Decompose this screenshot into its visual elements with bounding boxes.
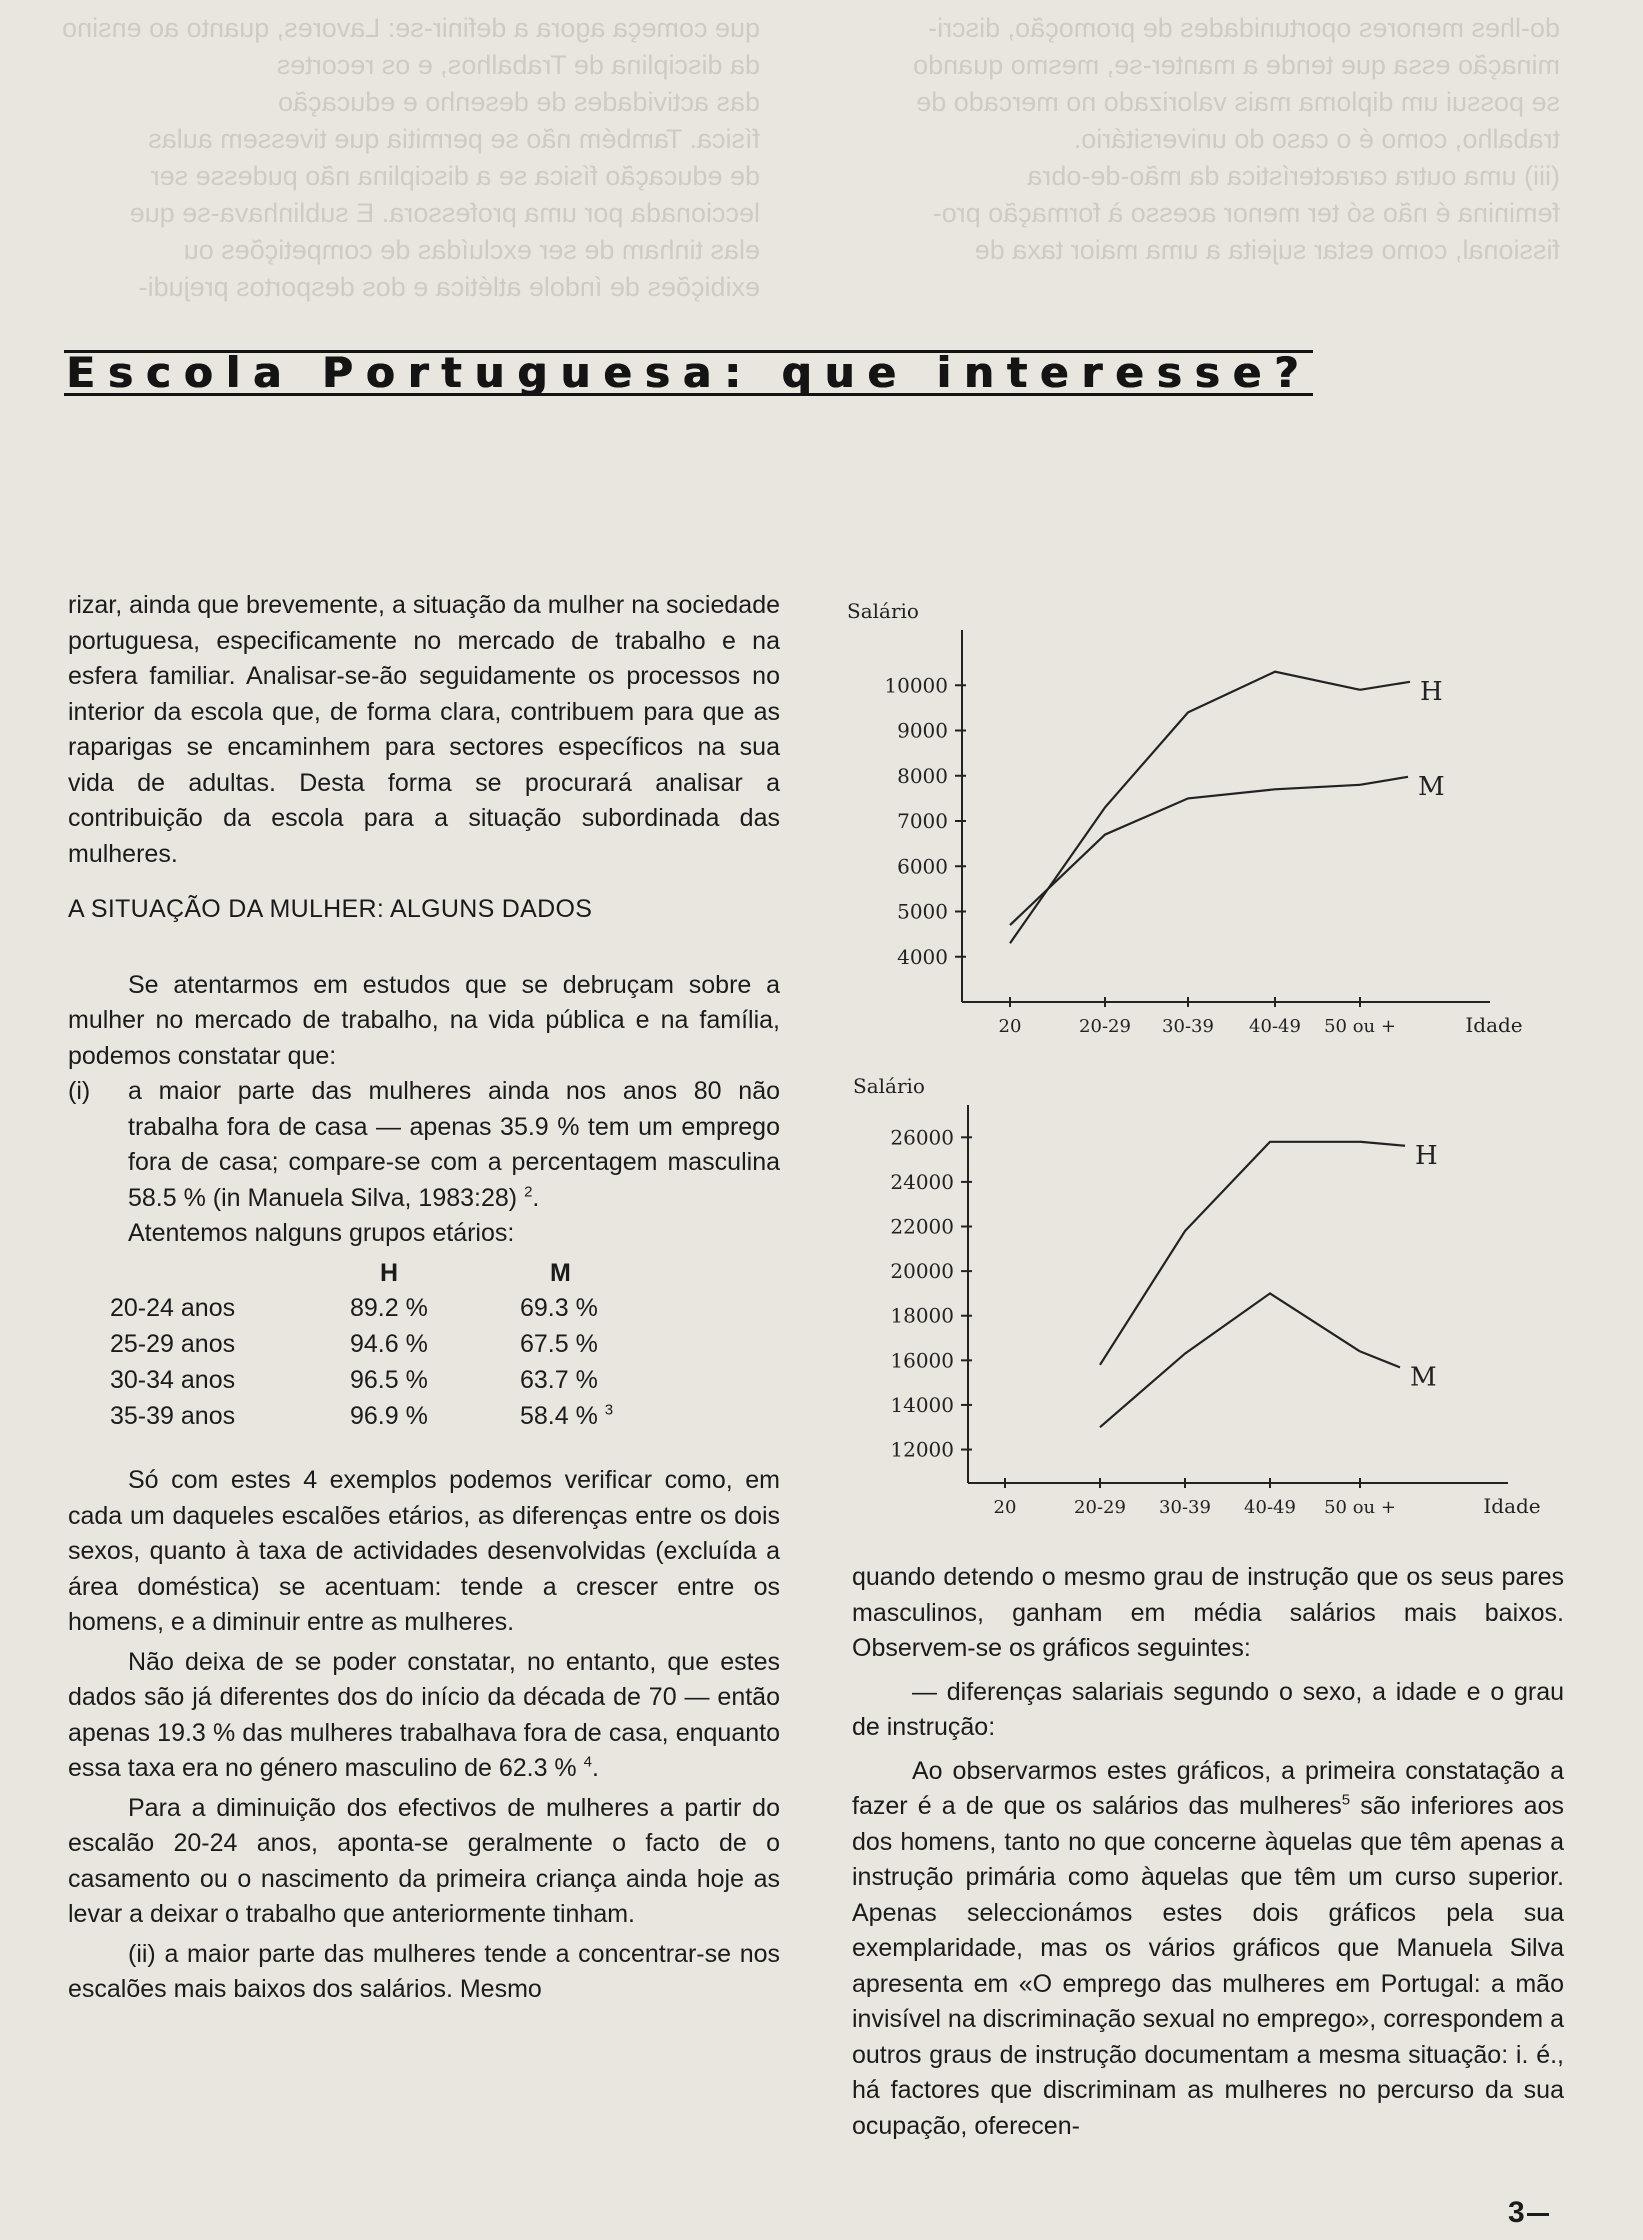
footnote-ref: 5 (1341, 1791, 1351, 1809)
paragraph: quando detendo o mesmo grau de instrução que os seus pares masculinos, ganham em média salários mais baixos. Observem-se os gráficos seguintes: (852, 1563, 1564, 1662)
intro-paragraph: rizar, ainda que brevemente, a situação da mulher na sociedade portuguesa, especificamente no mercado de trabalho e na esfera familiar. Analisar-se-ão seguidamente os processos no interior da escola que, de forma clara, contribuem para que as raparigas se encaminhem para sectores específicos na sua vida de adultas. Desta forma se procurará analisar a contribuição da escola para a situação subordinada das mulheres. (68, 591, 780, 868)
y-tick-label: 6000 (897, 854, 948, 879)
x-tick-label: 20 (993, 1497, 1017, 1518)
paragraph: — diferenças salariais segundo o sexo, a idade e o grau de instrução: (852, 1677, 1564, 1741)
y-axis-label: Salário (847, 600, 919, 623)
x-tick-label: 20 (998, 1016, 1022, 1037)
x-tick-label: 20-29 (1079, 1016, 1131, 1037)
series-line-tail (1360, 777, 1408, 785)
age-groups-intro: Atentemos nalguns grupos etários: (128, 1219, 515, 1247)
y-tick-label: 7000 (897, 809, 948, 833)
series-line-m (1010, 785, 1360, 925)
series-label-h: H (1420, 676, 1443, 707)
y-tick-label: 12000 (890, 1437, 954, 1462)
series-line-tail (1360, 1142, 1405, 1146)
y-tick-label: 5000 (897, 899, 948, 924)
series-label-m: M (1418, 771, 1445, 802)
list-item: (ii) a maior parte das mulheres tende a concentrar-se nos escalões mais baixos dos salários. Mesmo (68, 1939, 780, 2003)
y-tick-label: 16000 (890, 1348, 954, 1373)
table-row: 35-39 anos 96.9 % 58.4 % $^3$ (110, 1401, 614, 1431)
header-h: H (380, 1258, 399, 1287)
salary-chart-primary (830, 600, 1570, 1050)
series-line-h (1010, 672, 1360, 944)
y-tick-label: 10000 (884, 673, 948, 698)
x-tick-label: 50 ou + (1324, 1497, 1396, 1518)
series-label-h: H (1415, 1140, 1438, 1171)
x-tick-label: 30-39 (1159, 1497, 1211, 1518)
paragraph: Para a diminuição dos efectivos de mulheres a partir do escalão 20-24 anos, aponta-se geralmente o facto de o casamento ou o nascimento da primeira criança ainda hoje as levar a deixar o trabalho que anteriormente tinham. (68, 1793, 780, 1928)
x-tick-label: 20-29 (1074, 1497, 1126, 1518)
section-heading: A SITUAÇÃO DA MULHER: ALGUNS DADOS (68, 895, 593, 923)
list-item: (i) a maior parte das mulheres ainda nos anos 80 não trabalha fora de casa — apenas 35.9 % tem um emprego fora de casa; compare-se com a percentagem masculina 58.5 % (in Manuela Silva, 1983:28) $^2$. (68, 1074, 780, 1216)
bleed-through-text (0, 0, 1643, 560)
left-column (68, 588, 780, 2008)
list-number: (ii) (128, 1939, 156, 1968)
series-line-m (1100, 1293, 1360, 1427)
y-tick-label: 14000 (890, 1392, 954, 1417)
list-text: a maior parte das mulheres ainda nos anos 80 não trabalha fora de casa — apenas 35.9 % tem um emprego fora de casa; compare-se com a percentagem masculina 58.5 % (in Manuela Silva, 1983:28) (128, 1077, 780, 1212)
table-header (110, 1256, 660, 1292)
footnote-ref: 4 (583, 1753, 592, 1771)
y-tick-label: 18000 (890, 1303, 954, 1328)
series-line-h (1100, 1142, 1360, 1365)
y-tick-label: 26000 (890, 1125, 954, 1150)
table-row: 30-34 anos 96.5 % 63.7 % (110, 1366, 598, 1395)
page-number: 3 (1508, 2196, 1549, 2230)
salary-chart-higher (830, 1075, 1570, 1545)
x-tick-label: 30-39 (1162, 1016, 1214, 1037)
bleed-through-left: que começa agora a definir-se: Lavores, quanto ao ensino da disciplina de Trabalhos, e os recortes das actividades de desenho e educação física. Também não se permitia que tivessem aulas de educação física se a disciplina não pudesse ser leccionada por uma professora. E sublinhava-se que elas tinham de ser excluídas de competições ou exibições de índole atlética e dos desportos prejudi- (62, 13, 760, 302)
paragraph: Só com estes 4 exemplos podemos verificar como, em cada um daqueles escalões etários, as diferenças entre os dois sexos, quanto à taxa de actividades desenvolvidas (excluída a área doméstica) se acentuam: tende a crescer entre os homens, e a diminuir entre as mulheres. (68, 1466, 780, 1636)
x-axis-label: Idade (1483, 1494, 1541, 1518)
header-m: M (550, 1258, 571, 1287)
series-label-m: M (1410, 1362, 1437, 1393)
list-number: (i) (68, 1077, 91, 1105)
paragraph: Ao observarmos estes gráficos, a primeira constatação a fazer é a de que os salários das mulheres$^5$ são inferiores aos dos homens, tanto no que concerne àquelas que têm apenas a instrução primária como àquelas que têm um curso superior. Apenas seleccionámos estes dois gráficos pela sua exemplaridade, mas os vários gráficos que Manuela Silva apresenta em «O emprego das mulheres em Portugal: a mão invisível na discriminação sexual no emprego», correspondem a outros graus de instrução documentam a mesma situação: i. é., há factores que discriminam as mulheres no percurso da sua ocupação, oferecen- (852, 1756, 1564, 2140)
table-row: 20-24 anos 89.2 % 69.3 % (110, 1294, 598, 1323)
y-tick-label: 20000 (890, 1259, 954, 1284)
paragraph: Se atentarmos em estudos que se debruçam sobre a mulher no mercado de trabalho, na vida pública e na família, podemos constatar que: (68, 970, 780, 1070)
y-axis-label: Salário (853, 1075, 925, 1098)
x-axis-label: Idade (1465, 1013, 1523, 1037)
paragraph: Não deixa de se poder constatar, no entanto, que estes dados são já diferentes dos do início da década de 70 — então apenas 19.3 % das mulheres trabalhava fora de casa, enquanto essa taxa era no género masculino de 62.3 % $^4$. (68, 1647, 780, 1782)
x-tick-label: 50 ou + (1324, 1016, 1396, 1037)
x-tick-label: 40-49 (1244, 1497, 1296, 1518)
footnote-ref: 3 (604, 1401, 614, 1419)
age-table (110, 1256, 660, 1436)
table-row: 25-29 anos 94.6 % 67.5 % (110, 1330, 598, 1359)
bleed-through-right: do-lhes menores oportunidades de promoção, discri- minação essa que tende a manter-se, mesmo quando se possui um diploma mais valorizado no mercado de trabalho, como é o caso do universitário. (iii) uma outra característica da mão-de-obra feminina é não só ter menor acesso à formação pro- fissional, como estar sujeita a uma maior taxa de (913, 13, 1560, 265)
footnote-ref: 2 (524, 1183, 533, 1201)
y-tick-label: 22000 (890, 1214, 954, 1239)
series-line-tail (1360, 682, 1410, 690)
y-tick-label: 8000 (897, 763, 948, 788)
y-tick-label: 9000 (897, 718, 948, 743)
series-line-tail (1360, 1351, 1400, 1367)
y-tick-label: 4000 (897, 944, 948, 969)
banner-title: Escola Portuguesa: que interesse? (66, 348, 1312, 397)
right-column (852, 1560, 1564, 2144)
x-tick-label: 40-49 (1249, 1016, 1301, 1037)
y-tick-label: 24000 (890, 1169, 954, 1194)
